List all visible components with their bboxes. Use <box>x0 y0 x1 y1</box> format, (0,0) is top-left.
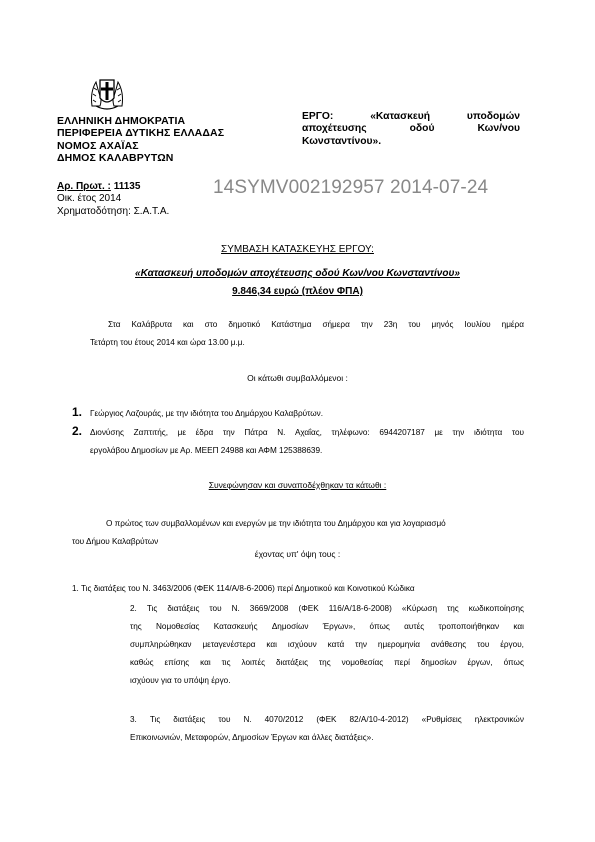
party-line: εργολάβου Δημοσίων με Αρ. ΜΕΕΠ 24988 και ΑΦΜ 125388639. <box>90 446 323 455</box>
party-word: έδρα <box>195 428 214 437</box>
provision-word: (ΦΕΚ <box>298 604 319 613</box>
contract-amount: 9.846,34 ευρώ (πλέον ΦΠΑ) <box>232 286 363 297</box>
project-word: Κωνσταντίνου». <box>302 135 382 147</box>
provision-word: Δημοσίων <box>271 622 309 631</box>
issuer-line: ΝΟΜΟΣ ΑΧΑΪΑΣ <box>57 139 139 152</box>
provision-word: του <box>218 715 231 724</box>
contract-subject: «Κατασκευή υποδομών αποχέτευσης οδού Κων/νου Κωνσταντίνου» <box>135 268 460 279</box>
protocol-meta <box>57 181 169 218</box>
agreed-heading: Συνεφώνησαν και συναποδέχθηκαν τα κάτωθι : <box>208 480 387 490</box>
intro-line: Τετάρτη του έτους 2014 και ώρα 13.00 μ.μ. <box>90 338 245 347</box>
provision-word: 116/Α/18-6-2008) <box>328 604 392 613</box>
provision-word: Τις <box>146 604 158 613</box>
intro-word: Καλάβρυτα <box>131 320 173 329</box>
provision-word: δημοσίων <box>420 658 457 667</box>
provision-word: Νομοθεσίας <box>156 622 200 631</box>
project-word: υποδομών <box>466 111 520 122</box>
project-line <box>302 111 520 123</box>
provision-word: Ν. <box>243 715 252 724</box>
contract-title: ΣΥΜΒΑΣΗ ΚΑΤΑΣΚΕΥΗΣ ΕΡΓΟΥ: <box>221 244 374 255</box>
issuer-line: ΠΕΡΙΦΕΡΕΙΑ ΔΥΤΙΚΗΣ ΕΛΛΑΔΑΣ <box>57 127 225 140</box>
project-word: οδού <box>409 123 435 135</box>
party-number: 2. <box>72 424 83 438</box>
provision-line <box>130 636 524 654</box>
provision-word: και <box>513 622 524 631</box>
provision-word: διατάξεις <box>173 715 206 724</box>
party-text: Γεώργιος Λαζουράς, με την ιδιότητα του Δημάρχου Καλαβρύτων. <box>90 409 323 418</box>
provision-word: 82/Α/10-4-2012) <box>349 715 409 724</box>
provision-word: μεταγενέστερα <box>202 640 256 649</box>
provision-word: κατά <box>327 640 345 649</box>
mayor-line: του Δήμου Καλαβρύτων <box>72 537 159 546</box>
provision-item-2 <box>130 600 524 690</box>
project-word: αποχέτευσης <box>302 123 367 135</box>
intro-paragraph <box>90 316 524 352</box>
party-word: του <box>511 428 524 437</box>
provision-word: όπως <box>503 658 524 667</box>
provision-word: επίσης <box>164 658 190 667</box>
intro-word: και <box>183 320 194 329</box>
project-line <box>302 123 520 135</box>
provision-word: της <box>130 622 142 631</box>
intro-word: Κατάστημα <box>271 320 312 329</box>
project-word: ΕΡΓΟ: <box>302 111 334 122</box>
provision-word: της <box>447 604 459 613</box>
party-word: με <box>434 428 443 437</box>
provision-word: του <box>477 640 490 649</box>
provision-word: 3. <box>130 715 137 724</box>
provision-word: ισχύουν <box>287 640 317 649</box>
provision-line <box>130 654 524 672</box>
provision-word: περί <box>394 658 410 667</box>
intro-word: στο <box>204 320 218 329</box>
protocol-number: 11135 <box>113 181 141 192</box>
intro-word: την <box>360 320 373 329</box>
provision-word: 2. <box>130 604 137 613</box>
project-block <box>302 111 520 148</box>
issuer-block <box>57 115 224 165</box>
intro-word: Στα <box>108 320 121 329</box>
project-word: «Κατασκευή <box>370 111 431 122</box>
provision-word: συμπληρώθηκαν <box>130 640 192 649</box>
provision-word: και <box>266 640 277 649</box>
project-line <box>302 136 520 148</box>
having-heading: έχοντας υπ' όψη τους : <box>254 549 341 559</box>
provision-word: την <box>355 640 367 649</box>
provision-word: Κατασκευής <box>213 622 258 631</box>
party-text <box>90 424 524 460</box>
party-word: Αχαΐας, <box>295 428 322 437</box>
intro-word: ημέρα <box>501 320 524 329</box>
provision-word: όπως <box>369 622 390 631</box>
provision-word: Ν. <box>231 604 240 613</box>
intro-word: δημοτικό <box>228 320 261 329</box>
greek-coat-of-arms-icon <box>88 76 126 112</box>
provision-word: νομοθεσίας <box>341 658 384 667</box>
provision-word: λοιπές <box>241 658 266 667</box>
provision-word: 4070/2012 <box>264 715 304 724</box>
intro-word: σήμερα <box>322 320 350 329</box>
provision-word: έργου, <box>500 640 524 649</box>
provision-word: Έργων», <box>322 622 356 631</box>
provision-word: «Κύρωση <box>401 604 437 613</box>
provision-line <box>130 711 524 729</box>
intro-word: του <box>408 320 421 329</box>
provision-word: ηλεκτρονικών <box>474 715 524 724</box>
party-word: την <box>452 428 465 437</box>
party-word: Ζαπτιτής, <box>133 428 169 437</box>
party-word: Διονύσης <box>90 428 124 437</box>
party-number: 1. <box>72 405 83 419</box>
project-word: Κων/νου <box>477 123 520 135</box>
provision-item-3 <box>130 711 524 747</box>
provision-line: Επικοινωνιών, Μεταφορών, Δημοσίων Έργων και άλλες διατάξεις». <box>130 733 374 742</box>
intro-word: Ιουλίου <box>464 320 491 329</box>
provision-word: τροποποιήθηκαν <box>438 622 500 631</box>
provision-word: κωδικοποίησης <box>468 604 524 613</box>
party-word: με <box>177 428 187 437</box>
ada-code: 14SYMV002192957 2014-07-24 <box>213 177 489 198</box>
provision-word: έργων, <box>467 658 493 667</box>
provision-word: 3669/2008 <box>249 604 289 613</box>
provision-word: της <box>318 658 331 667</box>
issuer-line: ΕΛΛΗΝΙΚΗ ΔΗΜΟΚΡΑΤΙΑ <box>57 115 186 127</box>
mayor-paragraph <box>72 515 446 551</box>
party-word: ιδιότητα <box>473 428 503 437</box>
funding-source: Χρηματοδότηση: Σ.Α.Τ.Α. <box>57 205 170 217</box>
provision-item-1: 1. Τις διατάξεις του Ν. 3463/2006 (ΦΕΚ 114/Α/8-6-2006) περί Δημοτικού και Κοινοτικού Κώδικα <box>72 584 415 593</box>
provision-word: τις <box>221 658 231 667</box>
provision-word: διατάξεις <box>275 658 309 667</box>
provision-word: καθώς <box>130 658 154 667</box>
mayor-line: Ο πρώτος των συμβαλλομένων και ενεργών με την ιδιότητα του Δημάρχου και για λογαριασμό <box>106 519 446 528</box>
provision-word: «Ρυθμίσεις <box>421 715 462 724</box>
protocol-label: Αρ. Πρωτ. : <box>57 181 111 192</box>
provision-word: Τις <box>149 715 161 724</box>
intro-word: μηνός <box>431 320 454 329</box>
issuer-line: ΔΗΜΟΣ ΚΑΛΑΒΡΥΤΩΝ <box>57 152 174 165</box>
party-word: τηλέφωνο: <box>331 428 370 437</box>
party-line <box>90 424 524 442</box>
intro-word: 23η <box>383 320 398 329</box>
provision-line <box>130 600 524 618</box>
provision-word: και <box>200 658 211 667</box>
intro-line <box>90 316 524 334</box>
party-word: Πάτρα <box>244 428 268 437</box>
provision-word: αυτές <box>404 622 425 631</box>
fiscal-year: Οικ. έτος 2014 <box>57 193 122 205</box>
provision-word: ημερομηνία <box>377 640 420 649</box>
party-word: Ν. <box>277 428 286 437</box>
provision-word: του <box>209 604 222 613</box>
protocol-line <box>57 181 169 193</box>
provision-line: ισχύουν για το υπόψη έργο. <box>130 676 231 685</box>
party-word: 6944207187 <box>379 428 425 437</box>
provision-line <box>130 618 524 636</box>
provision-word: ανάθεσης <box>430 640 467 649</box>
party-word: την <box>222 428 235 437</box>
provision-word: (ΦΕΚ <box>316 715 337 724</box>
provision-word: διατάξεις <box>167 604 200 613</box>
parties-heading: Οι κάτωθι συμβαλλόμενοι : <box>247 373 348 383</box>
